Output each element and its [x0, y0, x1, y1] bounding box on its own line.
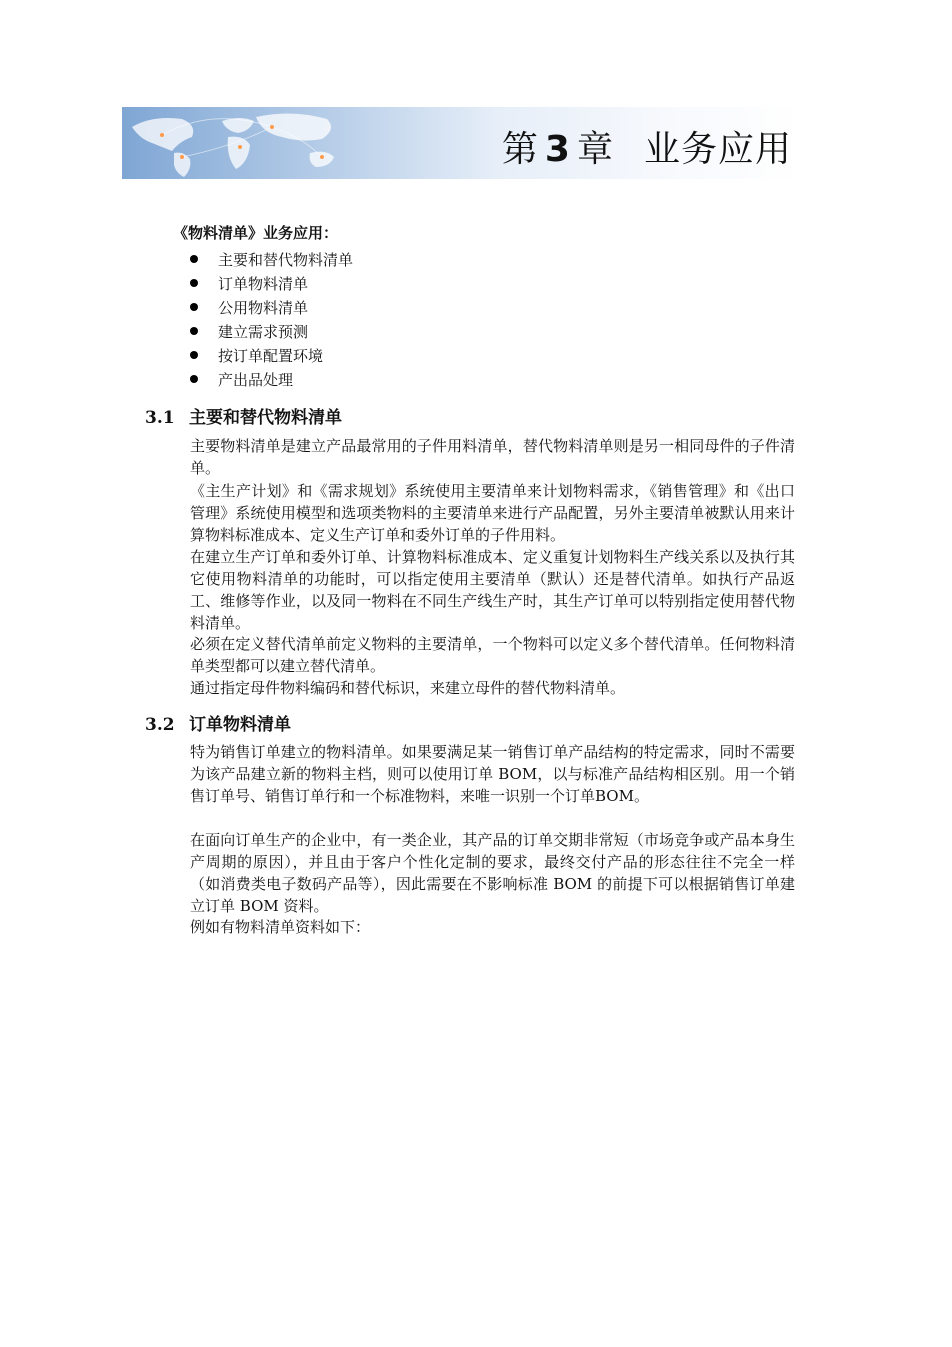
chapter-banner	[122, 107, 802, 179]
section-number: 3.2	[145, 715, 175, 735]
chapter-prefix: 第	[501, 129, 539, 170]
chapter-title	[502, 121, 792, 172]
list-item	[190, 248, 353, 272]
list-item-label: 主要和替代物料清单	[218, 251, 354, 269]
list-item-label: 产出品处理	[218, 371, 294, 389]
bullet-icon	[190, 351, 198, 359]
section-number: 3.1	[145, 408, 175, 428]
list-item-label: 按订单配置环境	[218, 347, 324, 365]
intro-heading: 《物料清单》业务应用：	[173, 224, 339, 242]
list-item-label: 订单物料清单	[218, 275, 309, 293]
bullet-icon	[190, 279, 198, 287]
section-title: 主要和替代物料清单	[189, 408, 342, 428]
paragraph: 在建立生产订单和委外订单、计算物料标准成本、定义重复计划物料生产线关系以及执行其它使用物料清单的功能时，可以指定使用主要清单（默认）还是替代清单。如执行产品返工、维修等作业，以及同一物料在不同生产线生产时，其生产订单可以特别指定使用替代物料清单。	[190, 548, 795, 632]
paragraph: 《主生产计划》和《需求规划》系统使用主要清单来计划物料需求，《销售管理》和《出口管理》系统使用模型和选项类物料的主要清单来进行产品配置，另外主要清单被默认用来计算物料标准成本、定义生产订单和委外订单的子件用料。	[190, 482, 795, 544]
section-title: 订单物料清单	[189, 715, 291, 735]
list-item-label: 建立需求预测	[218, 323, 309, 341]
paragraph: 主要物料清单是建立产品最常用的子件用料清单，替代物料清单则是另一相同母件的子件清单。	[190, 437, 795, 477]
chapter-suffix: 章	[576, 129, 614, 170]
paragraph: 特为销售订单建立的物料清单。如果要满足某一销售订单产品结构的特定需求，同时不需要为该产品建立新的物料主档，则可以使用订单 BOM，以与标准产品结构相区别。用一个销售订单号、销售订单行和一个标准物料，来唯一识别一个订单BOM。	[190, 743, 795, 805]
list-item	[190, 320, 353, 344]
chapter-name: 业务应用	[643, 129, 792, 170]
bullet-icon	[190, 303, 198, 311]
bullet-icon	[190, 327, 198, 335]
list-item	[190, 344, 353, 368]
paragraph: 必须在定义替代清单前定义物料的主要清单，一个物料可以定义多个替代清单。任何物料清单类型都可以建立替代清单。	[190, 635, 795, 675]
bullet-icon	[190, 255, 198, 263]
bullet-icon	[190, 375, 198, 383]
paragraph: 在面向订单生产的企业中，有一类企业，其产品的订单交期非常短（市场竞争或产品本身生产周期的原因），并且由于客户个性化定制的要求，最终交付产品的形态往往不完全一样（如消费类电子数码产品等），因此需要在不影响标准 BOM 的前提下可以根据销售订单建立订单 BOM 资料。	[190, 831, 795, 915]
world-map-icon	[122, 107, 422, 179]
section-heading-3-2	[145, 710, 291, 735]
paragraph: 通过指定母件物料编码和替代标识，来建立母件的替代物料清单。	[190, 679, 626, 697]
list-item-label: 公用物料清单	[218, 299, 309, 317]
paragraph: 例如有物料清单资料如下：	[190, 918, 371, 936]
list-item	[190, 368, 353, 392]
bullet-list	[190, 248, 353, 392]
list-item	[190, 296, 353, 320]
chapter-number: 3	[544, 129, 571, 170]
section-heading-3-1	[145, 403, 342, 428]
list-item	[190, 272, 353, 296]
